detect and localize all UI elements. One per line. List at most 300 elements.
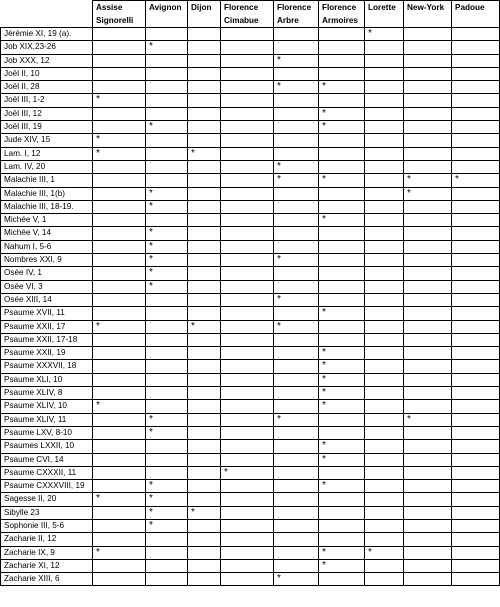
mark-cell	[319, 506, 365, 519]
reference-cell: Jérémie XI, 19 (a).	[1, 28, 93, 41]
mark-cell	[404, 533, 452, 546]
mark-cell	[404, 519, 452, 532]
mark-cell	[365, 360, 404, 373]
table-row	[1, 147, 500, 160]
mark-cell: *	[274, 320, 319, 333]
mark-cell	[93, 373, 146, 386]
mark-cell	[221, 519, 274, 532]
reference-cell: Joël III, 19	[1, 121, 93, 134]
mark-cell	[274, 360, 319, 373]
mark-cell	[93, 160, 146, 173]
mark-cell	[221, 400, 274, 413]
mark-cell: *	[319, 121, 365, 134]
reference-cell: Job XIX,23-26	[1, 41, 93, 54]
mark-cell	[188, 214, 221, 227]
mark-cell	[146, 54, 188, 67]
header-blank-cell	[1, 1, 93, 28]
table-row	[1, 480, 500, 493]
column-header: Assise Signorelli	[93, 1, 146, 28]
mark-cell: *	[188, 147, 221, 160]
mark-cell	[404, 546, 452, 559]
mark-cell	[404, 387, 452, 400]
reference-cell: Osée XIII, 14	[1, 293, 93, 306]
reference-cell: Michée V, 1	[1, 214, 93, 227]
mark-cell	[93, 559, 146, 572]
mark-cell: *	[93, 493, 146, 506]
table-row	[1, 134, 500, 147]
mark-cell	[319, 320, 365, 333]
mark-cell	[221, 147, 274, 160]
mark-cell	[274, 426, 319, 439]
mark-cell: *	[146, 267, 188, 280]
mark-cell	[452, 187, 500, 200]
mark-cell	[146, 573, 188, 586]
mark-cell	[365, 200, 404, 213]
mark-cell	[221, 453, 274, 466]
reference-cell: Psaumes LXXII, 10	[1, 440, 93, 453]
mark-cell	[319, 426, 365, 439]
reference-cell: Psaume XLI, 10	[1, 373, 93, 386]
mark-cell	[146, 440, 188, 453]
mark-cell	[365, 453, 404, 466]
mark-cell	[93, 227, 146, 240]
table-row	[1, 466, 500, 479]
mark-cell	[404, 280, 452, 293]
table-row	[1, 453, 500, 466]
reference-cell: Psaume XLIV, 8	[1, 387, 93, 400]
mark-cell	[146, 559, 188, 572]
mark-cell	[93, 67, 146, 80]
mark-cell	[365, 426, 404, 439]
table-row	[1, 293, 500, 306]
mark-cell	[188, 546, 221, 559]
reference-cell: Zacharie II, 12	[1, 533, 93, 546]
mark-cell	[221, 67, 274, 80]
mark-cell	[365, 94, 404, 107]
mark-cell	[93, 466, 146, 479]
mark-cell	[274, 147, 319, 160]
mark-cell	[404, 121, 452, 134]
mark-cell	[221, 267, 274, 280]
mark-cell	[188, 94, 221, 107]
mark-cell	[452, 440, 500, 453]
mark-cell	[274, 453, 319, 466]
mark-cell	[146, 400, 188, 413]
mark-cell	[452, 160, 500, 173]
mark-cell: *	[146, 121, 188, 134]
table-row	[1, 400, 500, 413]
mark-cell	[146, 94, 188, 107]
mark-cell	[404, 81, 452, 94]
mark-cell	[452, 387, 500, 400]
mark-cell	[146, 293, 188, 306]
mark-cell	[221, 54, 274, 67]
mark-cell	[452, 333, 500, 346]
mark-cell	[146, 320, 188, 333]
mark-cell	[452, 107, 500, 120]
mark-cell	[365, 81, 404, 94]
mark-cell	[452, 533, 500, 546]
mark-cell	[365, 107, 404, 120]
mark-cell	[221, 360, 274, 373]
mark-cell	[188, 347, 221, 360]
mark-cell	[188, 559, 221, 572]
mark-cell	[188, 107, 221, 120]
mark-cell	[404, 214, 452, 227]
mark-cell	[93, 440, 146, 453]
mark-cell	[93, 214, 146, 227]
mark-cell: *	[146, 413, 188, 426]
mark-cell	[274, 267, 319, 280]
mark-cell	[274, 107, 319, 120]
mark-cell	[274, 67, 319, 80]
mark-cell	[93, 533, 146, 546]
mark-cell	[452, 67, 500, 80]
mark-cell	[404, 453, 452, 466]
mark-cell	[274, 121, 319, 134]
table-row	[1, 81, 500, 94]
table-row	[1, 67, 500, 80]
mark-cell	[274, 227, 319, 240]
mark-cell	[452, 506, 500, 519]
table-row	[1, 347, 500, 360]
mark-cell: *	[188, 320, 221, 333]
mark-cell	[93, 28, 146, 41]
table-row	[1, 121, 500, 134]
mark-cell	[452, 293, 500, 306]
mark-cell	[319, 254, 365, 267]
mark-cell	[404, 466, 452, 479]
mark-cell	[365, 227, 404, 240]
mark-cell	[188, 573, 221, 586]
mark-cell	[93, 506, 146, 519]
mark-cell	[365, 480, 404, 493]
mark-cell	[221, 174, 274, 187]
mark-cell	[404, 147, 452, 160]
mark-cell	[404, 160, 452, 173]
mark-cell	[274, 559, 319, 572]
mark-cell	[146, 174, 188, 187]
mark-cell	[404, 347, 452, 360]
mark-cell: *	[146, 493, 188, 506]
mark-cell	[188, 453, 221, 466]
mark-cell: *	[274, 293, 319, 306]
mark-cell	[221, 280, 274, 293]
mark-cell	[452, 280, 500, 293]
mark-cell	[221, 426, 274, 439]
mark-cell	[274, 94, 319, 107]
mark-cell	[93, 307, 146, 320]
mark-cell	[93, 267, 146, 280]
mark-cell	[221, 307, 274, 320]
mark-cell	[221, 506, 274, 519]
mark-cell	[319, 134, 365, 147]
mark-cell	[221, 320, 274, 333]
mark-cell	[452, 466, 500, 479]
mark-cell	[274, 307, 319, 320]
mark-cell	[93, 81, 146, 94]
mark-cell: *	[319, 307, 365, 320]
reference-cell: Job XXX, 12	[1, 54, 93, 67]
mark-cell	[404, 28, 452, 41]
reference-cell: Joël II, 28	[1, 81, 93, 94]
mark-cell	[93, 426, 146, 439]
mark-cell	[188, 227, 221, 240]
mark-cell: *	[146, 519, 188, 532]
mark-cell	[404, 267, 452, 280]
column-header: Avignon	[146, 1, 188, 28]
reference-cell: Joël III, 12	[1, 107, 93, 120]
mark-cell	[452, 41, 500, 54]
reference-cell: Osée IV, 1	[1, 267, 93, 280]
mark-cell	[221, 387, 274, 400]
table-row	[1, 94, 500, 107]
mark-cell	[365, 134, 404, 147]
table-row	[1, 240, 500, 253]
mark-cell	[146, 533, 188, 546]
mark-cell	[93, 293, 146, 306]
mark-cell	[319, 333, 365, 346]
mark-cell	[319, 493, 365, 506]
mark-cell	[146, 214, 188, 227]
mark-cell	[404, 440, 452, 453]
mark-cell	[146, 28, 188, 41]
mark-cell	[221, 546, 274, 559]
table-row	[1, 506, 500, 519]
mark-cell	[452, 200, 500, 213]
table-row	[1, 54, 500, 67]
mark-cell: *	[319, 373, 365, 386]
mark-cell	[319, 413, 365, 426]
mark-cell	[188, 254, 221, 267]
reference-cell: Sibylle 23	[1, 506, 93, 519]
mark-cell	[221, 573, 274, 586]
mark-cell	[404, 426, 452, 439]
mark-cell	[452, 214, 500, 227]
mark-cell	[221, 440, 274, 453]
table-row	[1, 214, 500, 227]
reference-cell: Malachie III, 18-19.	[1, 200, 93, 213]
reference-cell: Osée VI, 3	[1, 280, 93, 293]
mark-cell	[274, 533, 319, 546]
mark-cell	[274, 493, 319, 506]
reference-cell: Psaume CVI, 14	[1, 453, 93, 466]
mark-cell	[452, 254, 500, 267]
reference-cell: Psaume XXXVII, 18	[1, 360, 93, 373]
mark-cell	[319, 519, 365, 532]
mark-cell	[188, 41, 221, 54]
mark-cell: *	[274, 160, 319, 173]
mark-cell	[404, 41, 452, 54]
mark-cell	[404, 307, 452, 320]
mark-cell: *	[221, 466, 274, 479]
mark-cell	[319, 200, 365, 213]
mark-cell	[188, 426, 221, 439]
mark-cell	[319, 573, 365, 586]
mark-cell	[93, 573, 146, 586]
reference-cell: Malachie III, 1	[1, 174, 93, 187]
mark-cell	[319, 280, 365, 293]
mark-cell	[452, 360, 500, 373]
mark-cell	[188, 466, 221, 479]
mark-cell	[221, 240, 274, 253]
mark-cell	[452, 373, 500, 386]
mark-cell: *	[319, 174, 365, 187]
mark-cell	[365, 174, 404, 187]
mark-cell	[274, 373, 319, 386]
mark-cell	[365, 280, 404, 293]
mark-cell	[146, 373, 188, 386]
mark-cell	[365, 573, 404, 586]
mark-cell	[404, 134, 452, 147]
mark-cell	[365, 240, 404, 253]
mark-cell	[274, 440, 319, 453]
mark-cell: *	[146, 480, 188, 493]
mark-cell	[93, 121, 146, 134]
mark-cell: *	[93, 320, 146, 333]
table-row	[1, 387, 500, 400]
mark-cell	[365, 559, 404, 572]
mark-cell	[404, 573, 452, 586]
mark-cell	[221, 480, 274, 493]
mark-cell	[319, 227, 365, 240]
table-row	[1, 160, 500, 173]
mark-cell	[221, 107, 274, 120]
mark-cell	[221, 41, 274, 54]
table-row	[1, 360, 500, 373]
mark-cell	[452, 227, 500, 240]
mark-cell	[452, 94, 500, 107]
table-body	[1, 28, 500, 586]
mark-cell: *	[319, 360, 365, 373]
mark-cell	[404, 480, 452, 493]
reference-cell: Joël III, 1-2	[1, 94, 93, 107]
mark-cell	[146, 546, 188, 559]
mark-cell	[188, 400, 221, 413]
column-header: Lorette	[365, 1, 404, 28]
mark-cell	[319, 240, 365, 253]
mark-cell	[365, 387, 404, 400]
reference-cell: Michée V, 14	[1, 227, 93, 240]
mark-cell	[365, 267, 404, 280]
table-row	[1, 440, 500, 453]
mark-cell: *	[274, 254, 319, 267]
mark-cell	[188, 480, 221, 493]
table-header	[1, 1, 500, 28]
mark-cell	[404, 200, 452, 213]
mark-cell: *	[319, 214, 365, 227]
mark-cell: *	[146, 200, 188, 213]
table-row	[1, 493, 500, 506]
table-row	[1, 333, 500, 346]
mark-cell	[452, 480, 500, 493]
mark-cell	[274, 519, 319, 532]
mark-cell	[188, 440, 221, 453]
mark-cell	[188, 307, 221, 320]
mark-cell: *	[319, 400, 365, 413]
mark-cell	[146, 333, 188, 346]
mark-cell: *	[319, 347, 365, 360]
mark-cell	[146, 107, 188, 120]
mark-cell	[93, 240, 146, 253]
mark-cell	[452, 267, 500, 280]
mark-cell	[319, 267, 365, 280]
mark-cell	[319, 67, 365, 80]
column-header: Florence Armoires	[319, 1, 365, 28]
mark-cell: *	[274, 573, 319, 586]
mark-cell	[404, 94, 452, 107]
mark-cell	[319, 466, 365, 479]
mark-cell	[146, 160, 188, 173]
mark-cell	[93, 54, 146, 67]
mark-cell	[146, 307, 188, 320]
mark-cell: *	[146, 280, 188, 293]
mark-cell	[365, 413, 404, 426]
mark-cell	[365, 506, 404, 519]
reference-cell: Malachie III, 1(b)	[1, 187, 93, 200]
reference-cell: Zacharie XI, 12	[1, 559, 93, 572]
mark-cell	[274, 41, 319, 54]
reference-cell: Lam. I, 12	[1, 147, 93, 160]
mark-cell	[404, 107, 452, 120]
reference-cell: Psaume CXXXVIII, 19	[1, 480, 93, 493]
mark-cell	[188, 121, 221, 134]
mark-cell	[146, 360, 188, 373]
mark-cell	[452, 426, 500, 439]
mark-cell	[274, 347, 319, 360]
reference-cell: Zacharie XIII, 6	[1, 573, 93, 586]
mark-cell	[365, 254, 404, 267]
mark-cell	[146, 67, 188, 80]
mark-cell	[221, 347, 274, 360]
header-row	[1, 1, 500, 28]
mark-cell: *	[319, 546, 365, 559]
mark-cell	[365, 440, 404, 453]
reference-cell: Psaume CXXXII, 11	[1, 466, 93, 479]
column-header: Dijon	[188, 1, 221, 28]
mark-cell	[404, 400, 452, 413]
mark-cell	[365, 333, 404, 346]
mark-cell: *	[319, 440, 365, 453]
mark-cell	[404, 360, 452, 373]
mark-cell: *	[319, 453, 365, 466]
reference-cell: Psaume XXII, 17-18	[1, 333, 93, 346]
table-row	[1, 573, 500, 586]
mark-cell	[365, 307, 404, 320]
mark-cell	[365, 214, 404, 227]
table-row	[1, 227, 500, 240]
mark-cell	[221, 254, 274, 267]
mark-cell	[452, 559, 500, 572]
mark-cell	[188, 387, 221, 400]
mark-cell	[404, 240, 452, 253]
mark-cell	[221, 187, 274, 200]
mark-cell	[274, 280, 319, 293]
mark-cell	[404, 320, 452, 333]
reference-cell: Nombres XXI, 9	[1, 254, 93, 267]
mark-cell	[93, 413, 146, 426]
table-row	[1, 280, 500, 293]
mark-cell	[188, 280, 221, 293]
mark-cell	[93, 480, 146, 493]
reference-cell: Sophonie III, 5-6	[1, 519, 93, 532]
mark-cell	[404, 333, 452, 346]
reference-cell: Psaume XXII, 19	[1, 347, 93, 360]
mark-cell	[188, 174, 221, 187]
mark-cell: *	[319, 107, 365, 120]
mark-cell	[188, 293, 221, 306]
mark-cell	[365, 347, 404, 360]
